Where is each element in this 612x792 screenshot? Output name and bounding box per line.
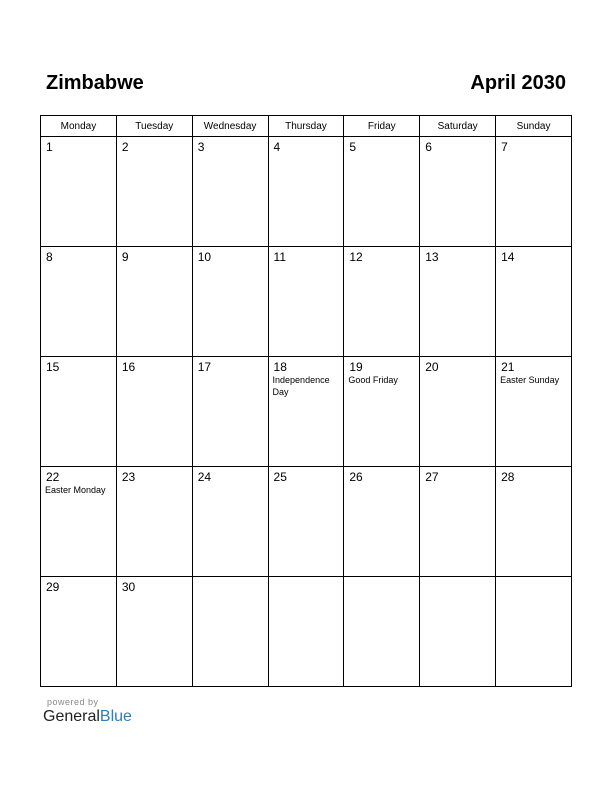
day-cell — [496, 577, 572, 687]
logo-general: General — [43, 708, 100, 725]
day-number: 6 — [425, 140, 432, 154]
day-number: 23 — [121, 470, 136, 484]
country-title: Zimbabwe — [46, 72, 144, 94]
day-number — [496, 577, 571, 580]
day-number: 25 — [273, 470, 287, 484]
week-row — [41, 247, 572, 357]
day-number: 28 — [501, 470, 515, 484]
day-cell — [344, 137, 420, 247]
day-number: 16 — [121, 360, 136, 374]
day-cell — [420, 247, 496, 357]
day-number: 29 — [46, 580, 60, 594]
day-cell — [496, 137, 572, 247]
day-number: 11 — [273, 250, 286, 264]
day-cell — [116, 137, 192, 247]
day-number: 14 — [501, 250, 515, 264]
day-number: 1 — [46, 140, 53, 154]
day-number — [420, 577, 495, 580]
day-number: 30 — [121, 580, 136, 594]
holiday-label: Easter Sunday — [500, 375, 560, 385]
day-cell — [496, 357, 572, 467]
day-cell — [344, 577, 420, 687]
holiday-label: Easter Monday — [45, 485, 106, 495]
weekday-header: Tuesday — [116, 116, 192, 137]
calendar-header — [46, 72, 566, 98]
day-number: 19 — [349, 360, 363, 374]
holiday-label: Good Friday — [348, 375, 398, 385]
week-row — [41, 577, 572, 687]
day-number: 26 — [349, 470, 363, 484]
day-number: 18 — [273, 360, 287, 374]
day-number: 13 — [425, 250, 439, 264]
day-number: 10 — [197, 250, 212, 264]
day-cell — [344, 467, 420, 577]
day-number: 8 — [46, 250, 53, 264]
day-number: 17 — [197, 360, 212, 374]
day-cell — [268, 247, 344, 357]
day-cell — [41, 577, 117, 687]
day-cell — [116, 357, 192, 467]
powered-by-label: powered by — [47, 697, 99, 707]
day-cell — [420, 467, 496, 577]
month-title: April 2030 — [470, 72, 566, 94]
day-number: 24 — [197, 470, 212, 484]
day-number: 5 — [349, 140, 357, 154]
day-cell — [192, 357, 268, 467]
day-cell — [496, 247, 572, 357]
day-cell — [268, 577, 344, 687]
day-number: 3 — [197, 140, 205, 154]
day-cell — [41, 467, 117, 577]
day-cell — [192, 577, 268, 687]
weekday-header: Saturday — [420, 116, 496, 137]
day-number — [193, 577, 268, 580]
day-number — [269, 577, 344, 580]
day-cell — [192, 467, 268, 577]
day-cell — [192, 137, 268, 247]
day-cell — [268, 137, 344, 247]
day-cell — [116, 247, 192, 357]
day-cell — [41, 357, 117, 467]
day-cell — [41, 247, 117, 357]
day-number: 7 — [501, 140, 508, 154]
week-row — [41, 137, 572, 247]
holiday-label: Independence Day — [272, 375, 330, 397]
day-number: 22 — [46, 470, 60, 484]
day-cell — [116, 467, 192, 577]
footer-branding — [43, 697, 132, 726]
day-cell — [41, 137, 117, 247]
day-number — [344, 577, 419, 580]
day-number: 9 — [121, 250, 129, 264]
day-cell — [192, 247, 268, 357]
logo-blue: Blue — [99, 708, 132, 725]
day-number: 20 — [425, 360, 439, 374]
calendar-grid — [40, 115, 572, 687]
day-cell — [344, 357, 420, 467]
day-cell — [268, 357, 344, 467]
day-cell — [496, 467, 572, 577]
day-number: 2 — [121, 140, 129, 154]
week-row — [41, 467, 572, 577]
day-cell — [268, 467, 344, 577]
day-number: 27 — [425, 470, 439, 484]
week-row — [41, 357, 572, 467]
weekday-header: Sunday — [496, 116, 572, 137]
weekday-header: Friday — [344, 116, 420, 137]
day-cell — [344, 247, 420, 357]
weekday-header: Monday — [41, 116, 117, 137]
day-cell — [420, 137, 496, 247]
weekday-header-row — [41, 116, 572, 137]
weekday-header: Thursday — [268, 116, 344, 137]
weekday-header: Wednesday — [192, 116, 268, 137]
day-cell — [116, 577, 192, 687]
day-number: 12 — [349, 250, 363, 264]
day-cell — [420, 357, 496, 467]
day-number: 15 — [46, 360, 60, 374]
day-cell — [420, 577, 496, 687]
generalblue-logo — [43, 708, 132, 726]
day-number: 4 — [273, 140, 281, 154]
day-number: 21 — [501, 360, 515, 374]
